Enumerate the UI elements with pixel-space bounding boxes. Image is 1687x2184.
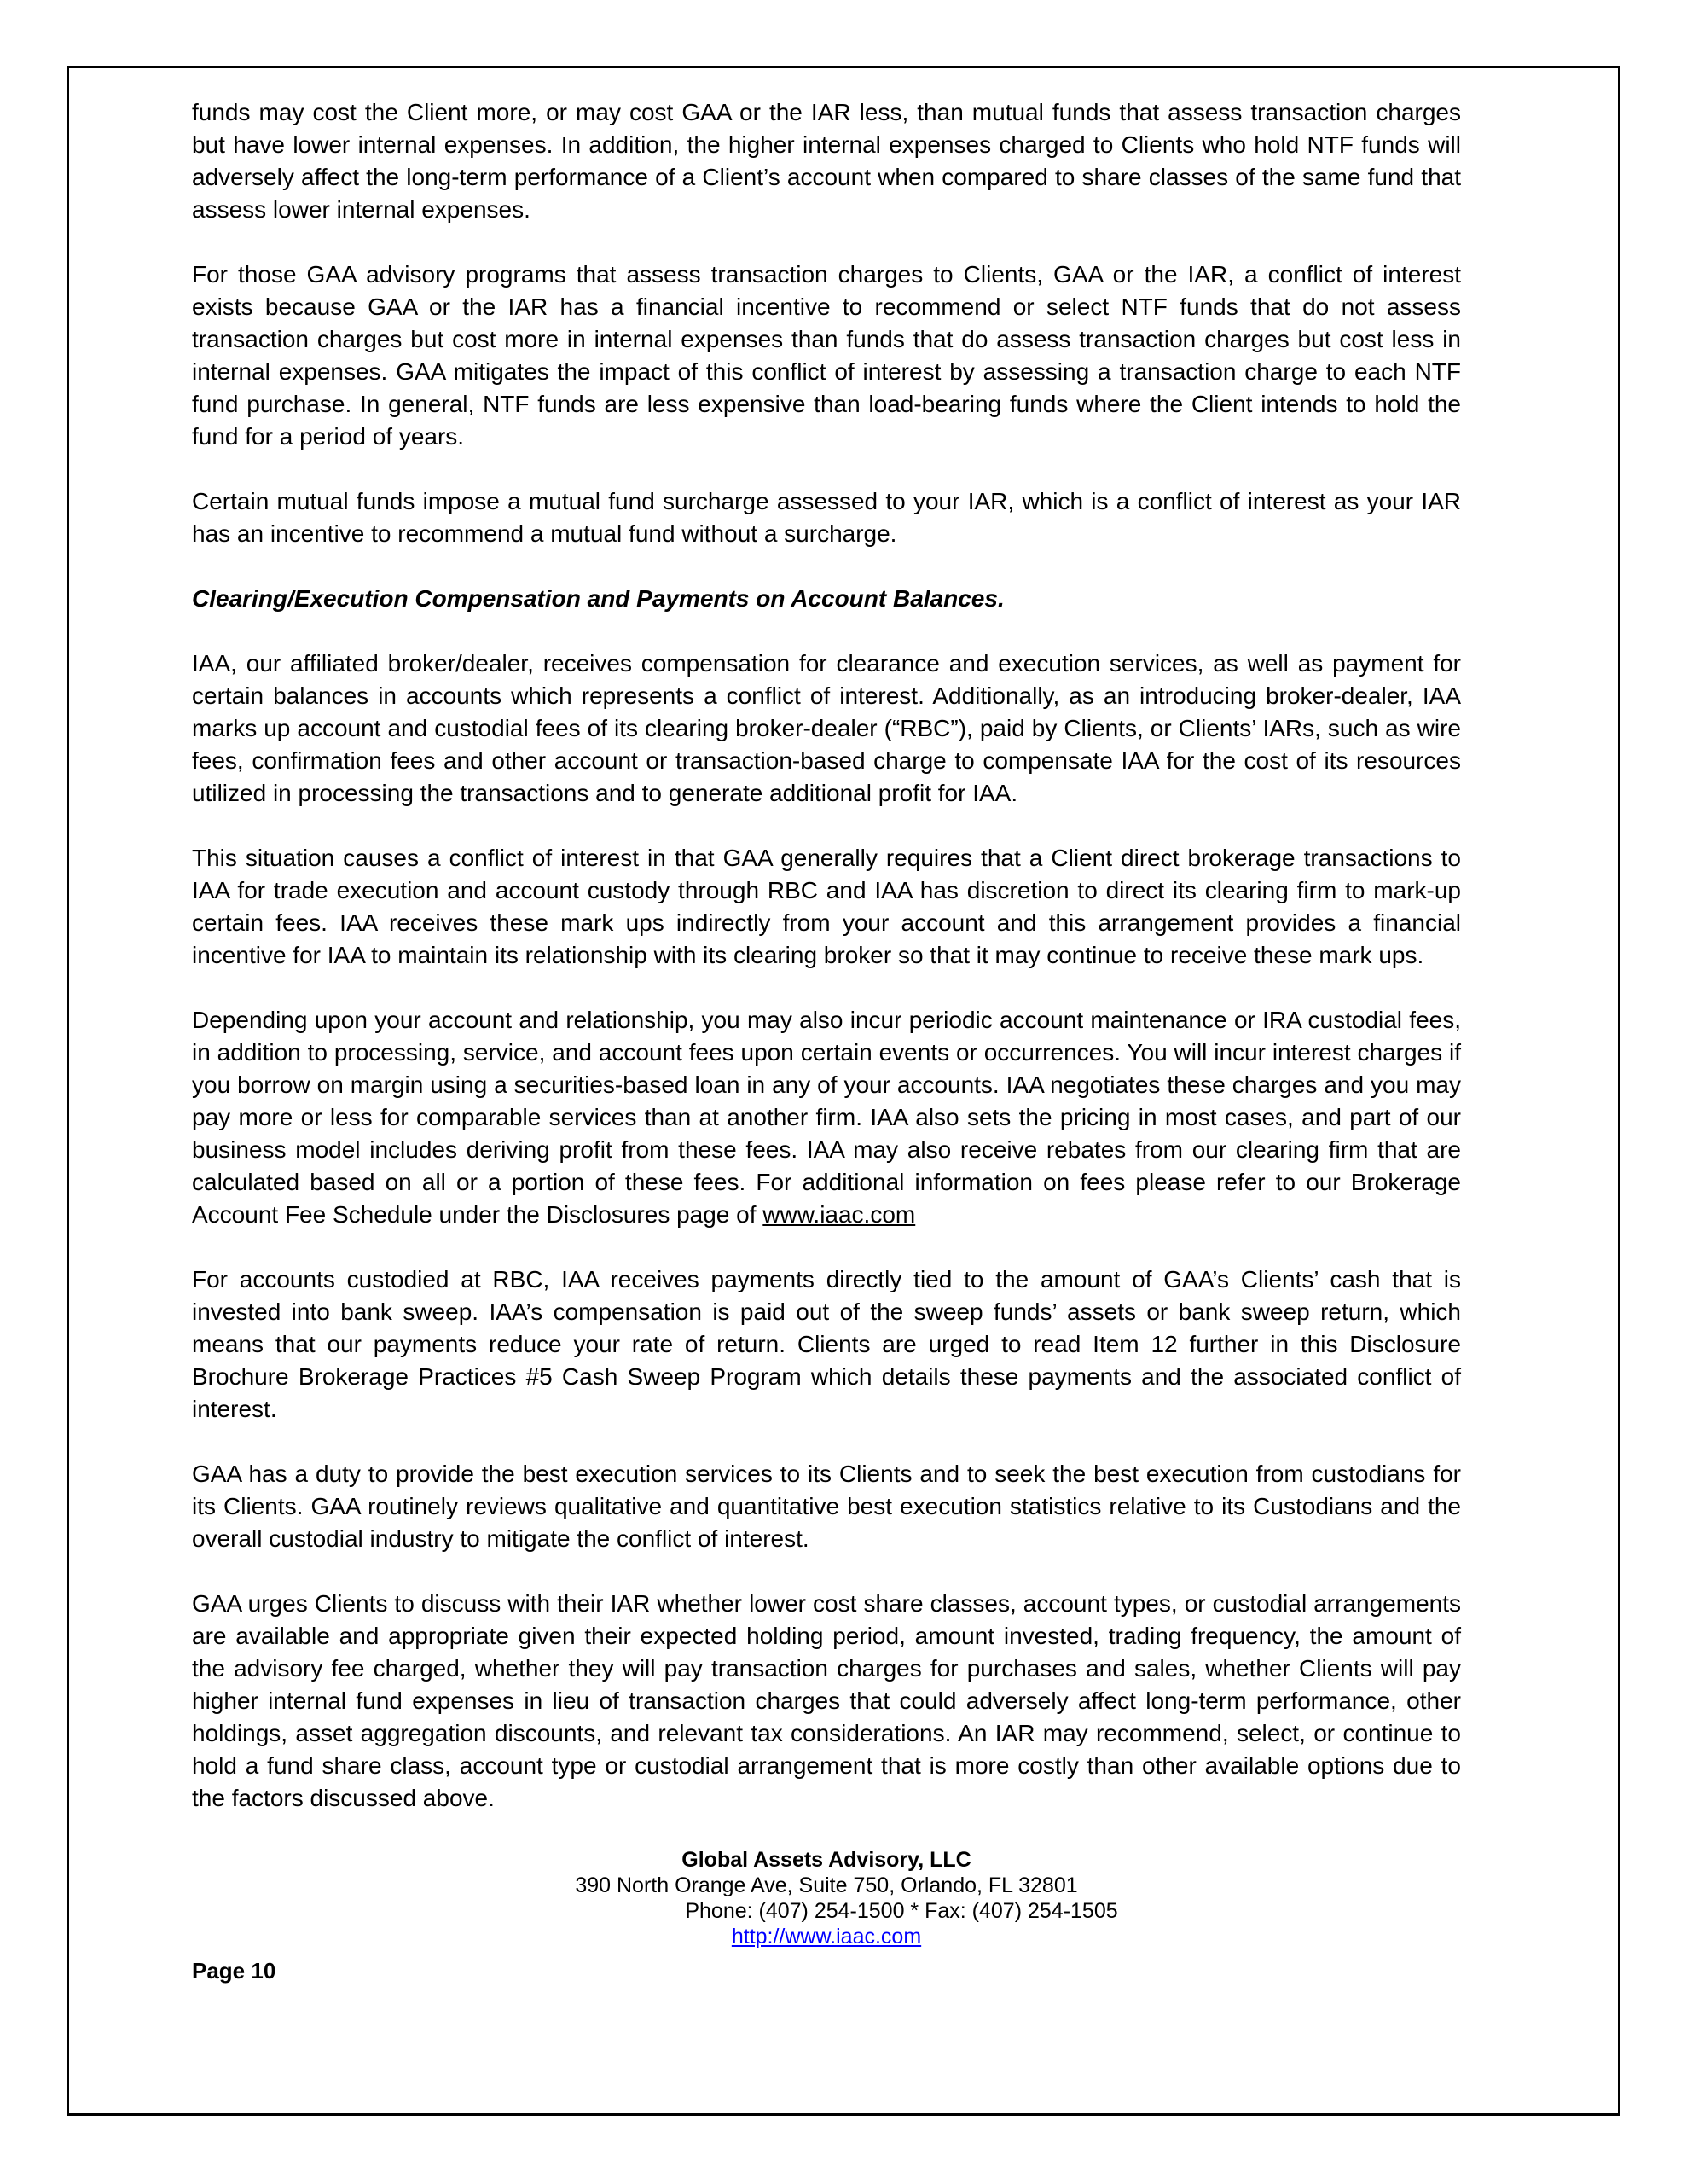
paragraph-directed-brokerage-conflict: This situation causes a conflict of interest in that GAA generally requires that a Client direct brokerage transactions to IAA for trade execution and account custody through RBC and IAA has discretion to direct its clearing firm to mark-up certain fees. IAA receives these mark ups indirectly from your account and this arrangement provides a financial incentive for IAA to maintain its relationship with its clearing broker so that it may continue to receive these mark ups. xyxy=(192,845,1461,968)
paragraph-ntf-fund-costs: funds may cost the Client more, or may cost GAA or the IAR less, than mutual funds that assess transaction charges but have lower internal expenses. In addition, the higher internal expenses charged to Clients who hold NTF funds will adversely affect the long-term performance of a Client’s account when compared to share classes of the same fund that assess lower internal expenses. xyxy=(192,99,1461,223)
paragraph-share-class-discussion: GAA urges Clients to discuss with their IAR whether lower cost share classes, account types, or custodial arrangements are available and appropriate given their expected holding period, amount invested, trading frequency, the amount of the advisory fee charged, whether they will pay transaction charges for purchases and sales, whether Clients will pay higher internal fund expenses in lieu of transaction charges that could adversely affect long-term performance, other holdings, asset aggregation discounts, and relevant tax considerations. An IAR may recommend, select, or continue to hold a fund share class, account type or custodial arrangement that is more costly than other available options due to the factors discussed above. xyxy=(192,1590,1461,1811)
paragraph-bank-sweep-payments: For accounts custodied at RBC, IAA receives payments directly tied to the amount of GAA’s Clients’ cash that is invested into bank sweep. IAA’s compensation is paid out of the sweep funds’ assets or bank sweep return, which means that our payments reduce your rate of return. Clients are urged to read Item 12 further in this Disclosure Brochure Brokerage Practices #5 Cash Sweep Program which details these payments and the associated conflict of interest. xyxy=(192,1266,1461,1422)
section-heading-clearing-execution: Clearing/Execution Compensation and Payments on Account Balances. xyxy=(192,585,1005,612)
document-footer xyxy=(192,1847,1461,1949)
paragraph-account-fees-text: Depending upon your account and relationship, you may also incur periodic account maintenance or IRA custodial fees, in addition to processing, service, and account fees upon certain events or occurrences. You will incur interest charges if you borrow on margin using a securities-based loan in any of your accounts. IAA negotiates these charges and you may pay more or less for comparable services than at another firm. IAA also sets the pricing in most cases, and part of our business model includes deriving profit from these fees. IAA may also receive rebates from our clearing firm that are calculated based on all or a portion of these fees. For additional information on fees please refer to our Brokerage Account Fee Schedule under the Disclosures page of xyxy=(192,1007,1461,1228)
page-border-frame xyxy=(67,66,1620,2116)
paragraph-account-fees-and-rebates xyxy=(192,1004,1461,1231)
document-content xyxy=(69,68,1618,2113)
footer-phone-fax: Phone: (407) 254-1500 * Fax: (407) 254-1505 xyxy=(685,1899,1118,1923)
footer-website-row xyxy=(192,1924,1461,1949)
footer-address: 390 North Orange Ave, Suite 750, Orlando, FL 32801 xyxy=(575,1873,1078,1897)
paragraph-mutual-fund-surcharge: Certain mutual funds impose a mutual fund surcharge assessed to your IAR, which is a conflict of interest as your IAR has an incentive to recommend a mutual fund without a surcharge. xyxy=(192,488,1461,547)
iaac-inline-link[interactable]: www.iaac.com xyxy=(762,1201,916,1228)
footer-company-name: Global Assets Advisory, LLC xyxy=(681,1848,971,1872)
paragraph-iaa-broker-dealer-compensation: IAA, our affiliated broker/dealer, receives compensation for clearance and execution services, as well as payment for certain balances in accounts which represents a conflict of interest. Additionally, as an introducing broker-dealer, IAA marks up account and custodial fees of its clearing broker-dealer (“RBC”), paid by Clients, or Clients’ IARs, such as wire fees, confirmation fees and other account or transaction-based charge to compensate IAA for the cost of its resources utilized in processing the transactions and to generate additional profit for IAA. xyxy=(192,650,1461,806)
page-number: Page 10 xyxy=(192,1958,276,1984)
paragraph-transaction-charge-conflict: For those GAA advisory programs that assess transaction charges to Clients, GAA or the IAR, a conflict of interest exists because GAA or the IAR has a financial incentive to recommend or select NTF funds that do not assess transaction charges but cost more in internal expenses than funds that do assess transaction charges but cost less in internal expenses. GAA mitigates the impact of this conflict of interest by assessing a transaction charge to each NTF fund purchase. In general, NTF funds are less expensive than load-bearing funds where the Client intends to hold the fund for a period of years. xyxy=(192,261,1461,450)
iaac-website-link[interactable]: http://www.iaac.com xyxy=(731,1925,922,1949)
paragraph-best-execution-duty: GAA has a duty to provide the best execution services to its Clients and to seek the best execution from custodians for its Clients. GAA routinely reviews qualitative and quantitative best execution statistics relative to its Custodians and the overall custodial industry to mitigate the conflict of interest. xyxy=(192,1461,1461,1552)
